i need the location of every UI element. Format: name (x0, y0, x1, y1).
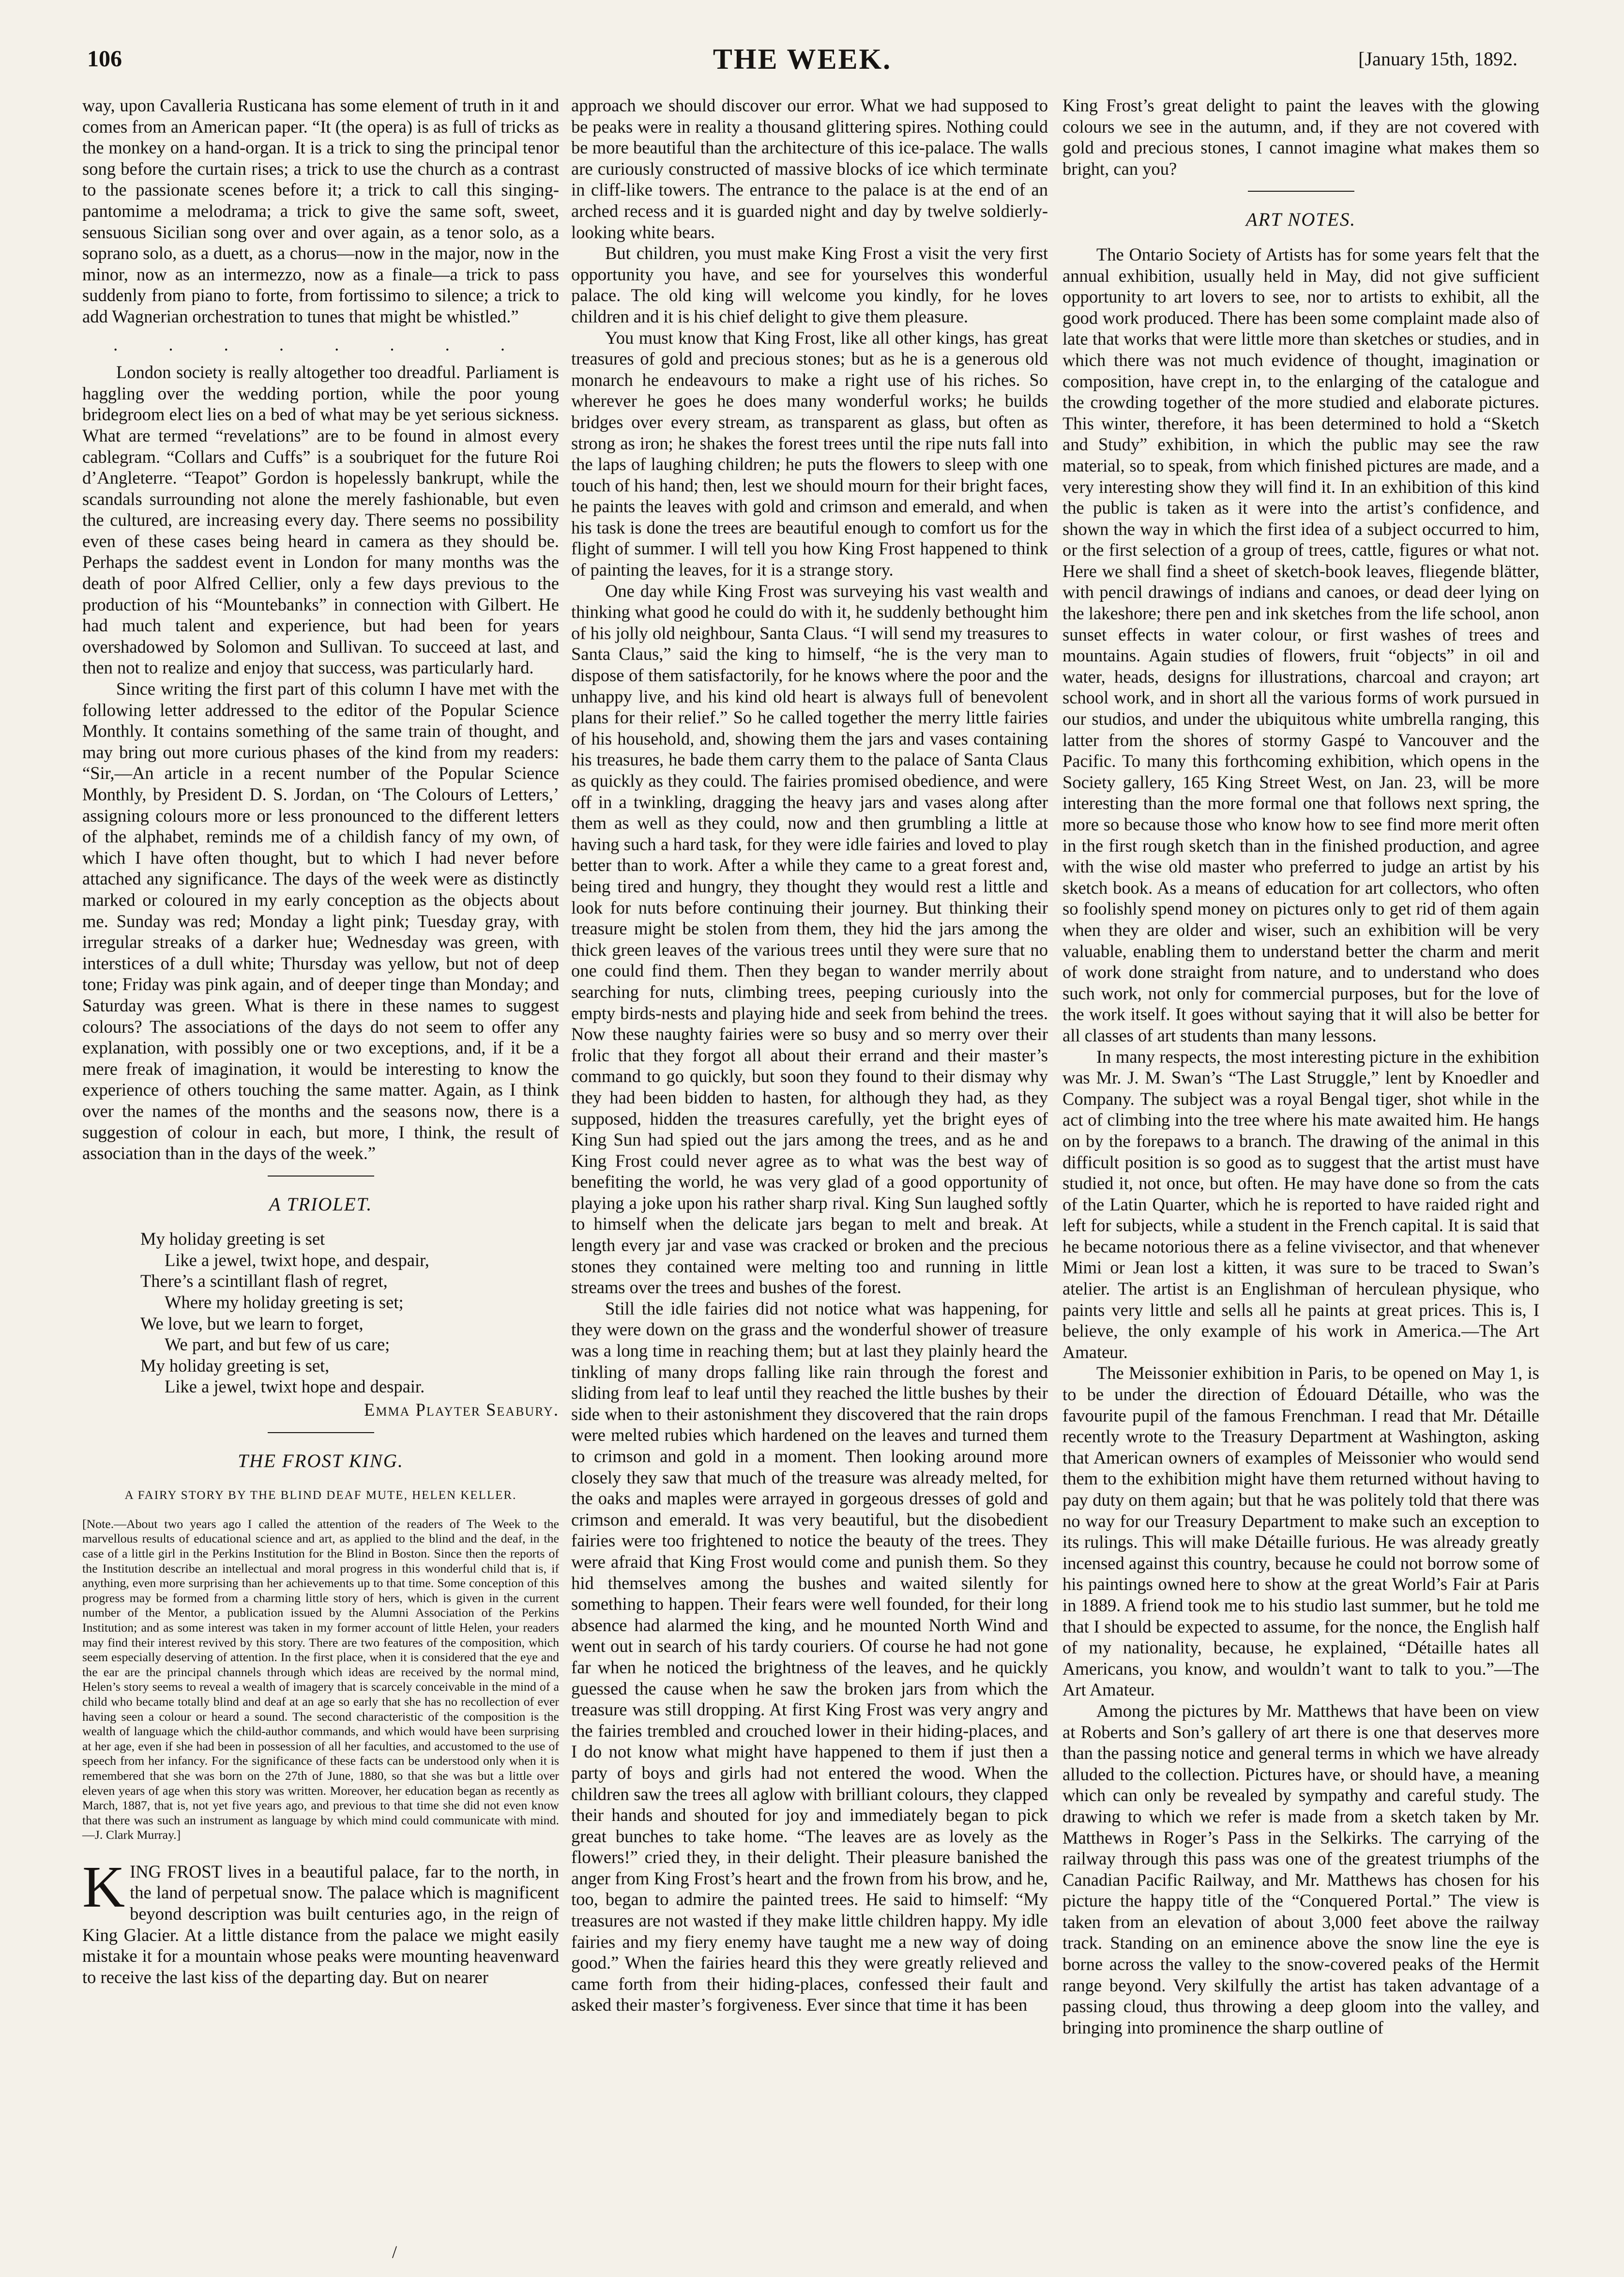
london-paragraph: London society is really altogether too dreadful. Parliament is haggling over the wedding portion, while the poor young bridegroom elect lies on a bed of what may be yet serious sickness. What are termed “revelations” are to be found in almost every cablegram. “Collars and Cuffs” is a soubriquet for the future Roi d’Angleterre. “Teapot” Gordon is hopelessly bankrupt, while the scandals surrounding not alone the merely fashionable, but even the cultured, are increasing every day. There seems no possibility even of these cases being heard in camera as they should be. Perhaps the saddest event in London for many months was the death of poor Alfred Cellier, only a few days previous to the production of his “Mountebanks” in connection with Gilbert. He had much talent and experience, but had been for years overshadowed by Solomon and Sullivan. To succeed at last, and then not to realize and enjoy that success, was particularly hard. (82, 362, 559, 678)
art-notes-title: ART NOTES. (1245, 209, 1356, 230)
art-paragraph: Among the pictures by Mr. Matthews that have been on view at Roberts and Son’s gallery of art there is one that deserves more than the passing notice and general terms in which we have already alluded to the collection. Pictures have, or should have, a meaning which can only be revealed by sympathy and careful study. The drawing to which we refer is made from a sketch taken by Mr. Matthews in Roger’s Pass in the Selkirks. The carrying of the railway through this pass was one of the greatest triumphs of the Canadian Pacific Railway, and Mr. Matthews has chosen for his picture the happy title of the “Conquered Portal.” The view is taken from an elevation of about 3,000 feet above the railway track. Standing on an eminence above the snow line the eye is borne across the valley to the snow-covered peaks of the Hermit range beyond. Very skilfully the artist has taken advantage of a passing cloud, thus throwing a deep gloom into the valley, and bringing into prominence the sharp outline of (1062, 1700, 1539, 2037)
divider (1248, 191, 1354, 192)
column-1 (82, 95, 559, 1987)
art-paragraph: The Meissonier exhibition in Paris, to be opened on May 1, is to be under the direction of Édouard Détaille, who was the favourite pupil of the famous Frenchman. I read that Mr. Détaille recently wrote to the Treasury Department at Washington, asking that American owners of examples of Meissonier who would send them to the exhibition might have them returned without having to pay duty on them again; but that he was politely told that there was no way for our Treasury Department to make such an exception to its rulings. This will make Détaille furious. He was already greatly incensed against this country, because he could not borrow some of his paintings owned here to show at the great World’s Fair at Paris in 1889. A friend took me to his studio last summer, but he told me that I should be expected to assume, for the nonce, the English half of my nationality, because, he explained, “Détaille hates all Americans, you know, and wouldn’t want to talk to you.”—The Art Amateur. (1062, 1363, 1539, 1700)
section-dots: . . . . . . . . (113, 334, 528, 354)
art-paragraph: The Ontario Society of Artists has for some years felt that the annual exhibition, usually held in May, did not give sufficient opportunity to art lovers to see, nor to artists to exhibit, all the good work produced. There has been some complaint made also of late that works that were little more than sketches or studies, and in which there was not much evidence of thought, imagination or composition, have crept in, to the enlarging of the catalogue and the crowding together of the more studied and elaborate pictures. This winter, therefore, it has been determined to hold a “Sketch and Study” exhibition, in which the public may see the raw material, so to speak, from which finished pictures are made, and a very interesting show they will find it. In an exhibition of this kind the public is taken as it were into the artist’s confidence, and shown the way in which the first idea of a subject occurred to him, or the first selection of a group of trees, cattle, figures or what not. Here we shall find a sheet of sketch-book leaves, fliegende blätter, with pencil drawings of indians and canoes, or dead deer lying on the lakeshore; there pen and ink sketches from the life school, anon sunset effects in water colour, or first washes of trees and mountains. Again studies of flowers, fruit “objects” in oil and water, heads, designs for illustrations, charcoal and crayon; art school work, and in short all the various forms of work pursued in our studios, and under the ubiquitous white umbrella ranging, this latter from the shores of stormy Gaspé to Vancouver and the Pacific. To many this forthcoming exhibition, which opens in the Society gallery, 165 King Street West, on Jan. 23, will be more interesting than the more formal one that follows next spring, the more so because those who know how to see find more merit often in the first rough sketch than in the finished production, and agree with the wise old master who preferred to judge an artist by his sketch book. As a means of education for art collectors, who often so foolishly spend money on pictures only to get rid of them again when they are older and wiser, such an exhibition will be very valuable, enabling them to understand better the charm and merit of work done straight from nature, and to understand who does such work, not only for commercial purposes, but for the love of the work itself. It goes without saying that it will also be better for all classes of art students than many lessons. (1062, 244, 1539, 1045)
poem-line: Like a jewel, twixt hope and despair. (165, 1376, 425, 1397)
issue-date: [January 15th, 1892. (1358, 48, 1518, 70)
triolet-title: A TRIOLET. (269, 1193, 373, 1215)
column-2 (571, 95, 1048, 2016)
story-paragraph: One day while King Frost was surveying his vast wealth and thinking what good he could do with it, he suddenly bethought him of his jolly old neighbour, Santa Claus. “I will send my treasures to Santa Claus,” said the king to himself, “he is the very man to dispose of them satisfactorily, for he knows where the poor and the unhappy live, and his kind old heart is always full of benevolent plans for their relief.” So he called together the merry little fairies of his household, and, showing them the jars and vases containing his treasures, he bade them carry them to the palace of Santa Claus as quickly as they could. The fairies promised obedience, and were off in a twinkling, dragging the heavy jars and vases along after them as well as they could, now and then grumbling a little at having such a hard task, for they were idle fairies and loved to play better than to work. After a while they came to a great forest and, being tired and hungry, they thought they would rest a little and look for nuts before continuing their journey. But thinking their treasure might be stolen from them, they hid the jars among the thick green leaves of the various trees until they were sure that no one could find them. Then they began to wander merrily about searching for nuts, climbing trees, peeping curiously into the empty birds-nests and playing hide and seek from behind the trees. Now these naughty fairies were so busy and so merry over their frolic that they forgot all about their errand and their master’s command to go quickly, but soon they found to their dismay why they had been bidden to hasten, for although they had, as they supposed, hidden the treasures carefully, yet the bright eyes of King Sun had spied out the jars among the trees, and as he and King Frost could never agree as to what was the best way of benefiting the world, he was very glad of a good opportunity of playing a joke upon his rather sharp rival. King Sun laughed softly to himself when the delicate jars began to melt and break. At length every jar and vase was cracked or broken and the precious stones they contained were melting too and running in little streams over the trees and bushes of the forest. (571, 581, 1048, 1298)
story-paragraph: But children, you must make King Frost a visit the very first opportunity you have, and see for yourselves this wonderful palace. The old king will welcome you kindly, for he loves children and it is his chief delight to give them pleasure. (571, 243, 1048, 326)
poem-line: We love, but we learn to forget, (140, 1313, 364, 1333)
art-paragraph: In many respects, the most interesting picture in the exhibition was Mr. J. M. Swan’s “The Last Struggle,” lent by Knoedler and Company. The subject was a royal Bengal tiger, shot while in the act of climbing into the tree where his mate awaited him. He hangs on by the forepaws to a branch. The drawing of the animal in this difficult position is so good as to suggest that the artist must have studied it, not once, but often. He may have done so from the cats of the Latin Quarter, which he is reported to have raided right and left for subjects, while a student in the French capital. It is said that he became notorious there as a feline vivisector, and that whenever Mimi or Jean lost a kitten, it was sure to be traced to Swan’s atelier. The artist is an Englishman of herculean physique, who paints very little and sells all he paints at great prices. This is, I believe, the only example of his work in America.—The Art Amateur. (1062, 1046, 1539, 1362)
story-opening-text: ING FROST lives in a beautiful palace, far to the north, in the land of perpetual snow. The palace which is magnificent beyond description was built centuries ago, in the reign of King Glacier. At a little distance from the palace we might easily mistake it for a mountain whose peaks were mounting heavenward to receive the last kiss of the departing day. But on nearer (82, 1861, 559, 1987)
poem-line: My holiday greeting is set, (140, 1355, 330, 1375)
colour-letter-paragraph: Since writing the first part of this column I have met with the following letter addressed to the editor of the Popular Science Monthly. It contains something of the same train of thought, and may bring out more curious phases of the kind from my readers: “Sir,—An article in a recent number of the Popular Science Monthly, by President D. S. Jordan, on ‘The Colours of Letters,’ assigning colours more or less pronounced to the different letters of the alphabet, reminds me of a childish fancy of my own, of which I have often thought, but to which I had never before attached any significance. The days of the week were as distinctly marked or coloured in my early conception as the objects about me. Sunday was red; Monday a light pink; Tuesday gray, with irregular streaks of a darker hue; Wednesday was green, with interstices of a dull white; Thursday was yellow, but not of deep tone; Friday was pink again, and of deeper tinge than Monday; and Saturday was green. What is there in these names to suggest colours? The associations of the days do not seem to offer any explanation, with possibly one or two exceptions, and, if it be a mere freak of imagination, it would be interesting to know the experience of others touching the same matter. Again, as I think over the names of the months and the seasons now, there is a suggestion of colour in each, but more, I think, the result of association than in the days of the week.” (82, 679, 559, 1163)
divider (268, 1432, 374, 1433)
poem-line: We part, and but few of us care; (165, 1334, 390, 1355)
page-number: 106 (87, 46, 122, 72)
masthead-title: THE WEEK. (713, 43, 892, 75)
poem-line: Like a jewel, twixt hope, and despair, (165, 1250, 429, 1270)
story-opening (82, 1854, 559, 1988)
opera-paragraph: way, upon Cavalleria Rusticana has some element of truth in it and comes from an American paper. “It (the opera) is as full of tricks as the monkey on a hand-organ. It is a trick to sing the principal tenor song before the curtain rises; a trick to use the church as a contrast to the passionate scenes before it; a trick to call this singing-pantomime a melodrama; a trick to give the same soft, sweet, sensuous Sicilian song over and over again, as a tenor solo, as a soprano solo, as a duett, as a chorus—now in the major, now in the minor, now as an intermezzo, now as a finale—a trick to pass suddenly from piano to forte, from fortissimo to silence; a trick to add Wagnerian orchestration to tunes that might be whistled.” (82, 95, 559, 326)
poem-line: Where my holiday greeting is set; (165, 1292, 404, 1313)
drop-cap: K (82, 1854, 125, 1920)
page-mark: / (392, 2242, 397, 2262)
frost-king-subtitle: A FAIRY STORY BY THE BLIND DEAF MUTE, HELEN KELLER. (124, 1489, 517, 1502)
story-paragraph: Still the idle fairies did not notice what was happening, for they were down on the grass and the wonderful shower of treasure was a long time in reaching them; but at last they plainly heard the tinkling of many drops falling like rain through the forest and sliding from leaf to leaf until they reached the little bushes by their side when to their astonishment they discovered that the rain drops were melted rubies which hardened on the leaves and turned them to crimson and gold in a moment. Then looking around more closely they saw that much of the treasure was already melted, for the oaks and maples were arrayed in gorgeous dresses of gold and crimson and emerald. It was very beautiful, but the disobedient fairies were too frightened to notice the beauty of the trees. They were afraid that King Frost would come and punish them. So they hid themselves among the bushes and waited silently for something to happen. Their fears were well founded, for their long absence had alarmed the king, and he mounted North Wind and went out in search of his tardy couriers. Of course he had not gone far when he noticed the brightness of the leaves, and he quickly guessed the cause when he saw the broken jars from which the treasure was still dropping. At first King Frost was very angry and the fairies trembled and crouched lower in their hiding-places, and I do not know what might have happened to them if just then a party of boys and girls had not entered the wood. When the children saw the trees all aglow with brilliant colours, they clapped their hands and shouted for joy and immediately began to pick great bunches to take home. “The leaves are as lovely as the flowers!” cried they, in their delight. Their pleasure banished the anger from King Frost’s heart and the frown from his brow, and he, too, began to admire the painted trees. He said to himself: “My treasures are not wasted if they make little children happy. My idle fairies and my fiery enemy have taught me a new way of doing good.” When the fairies heard this they were greatly relieved and came forth from their hiding-places, confessed their fault and asked their master’s forgiveness. Ever since that time it has been (571, 1298, 1048, 2015)
column-3 (1062, 95, 1539, 2038)
poem-line: My holiday greeting is set (140, 1229, 325, 1249)
frost-king-title: THE FROST KING. (238, 1450, 404, 1471)
page-header (87, 43, 1518, 79)
story-paragraph: approach we should discover our error. What we had supposed to be peaks were in reality a thousand glittering spires. Nothing could be more beautiful than the architecture of this ice-palace. The walls are curiously constructed of massive blocks of ice which terminate in cliff-like towers. The entrance to the palace is at the end of an arched recess and it is guarded night and day by twelve soldierly-looking white bears. (571, 95, 1048, 242)
poem-line: There’s a scintillant flash of regret, (140, 1271, 388, 1291)
story-paragraph: You must know that King Frost, like all other kings, has great treasures of gold and precious stones; but as he is a generous old monarch he endeavours to make a right use of his riches. So wherever he goes he does many wonderful works; he builds bridges over every stream, as transparent as glass, but often as strong as iron; he shakes the forest trees until the ripe nuts fall into the laps of laughing children; he puts the flowers to sleep with one touch of his hand; then, lest we should mourn for their bright faces, he paints the leaves with gold and crimson and emerald, and when his task is done the trees are beautiful enough to comfort us for the flight of summer. I will tell you how King Frost happened to think of painting the leaves, for it is a strange story. (571, 327, 1048, 580)
divider (268, 1176, 374, 1177)
story-ending: King Frost’s great delight to paint the leaves with the glowing colours we see in the autumn, and, if they are not covered with gold and precious stones, I cannot imagine what makes them so bright, can you? (1062, 95, 1539, 179)
triolet-author: Emma Playter Seabury. (364, 1400, 559, 1420)
editor-note: [Note.—About two years ago I called the attention of the readers of The Week to the marvellous results of educational science and art, as applied to the blind and the deaf, in the case of a little girl in the Perkins Institution for the Blind in Boston. Since then the reports of the Institution describe an intellectual and moral progress in this wonderful child that is, if anything, even more surprising than her achievements up to that time. Some conception of this progress may be formed from a charming little story of hers, which is given in the current number of the Mentor, a publication issued by the Alumni Association of the Perkins Institution; and as some interest was taken in my former account of little Helen, your readers may find their interest revived by this story. There are two features of the composition, which seem especially deserving of attention. In the first place, when it is considered that the eye and the ear are the principal channels through which ideas are received by the normal mind, Helen’s story seems to reveal a wealth of imagery that is scarcely conceivable in the mind of a child who became totally blind and deaf at an age so early that she has no recollection of ever having seen a colour or heard a sound. The second characteristic of the composition is the wealth of language which the child-author commands, and which would have been surprising at her age, even if she had been in possession of all her faculties, and accustomed to the use of speech from her infancy. For the significance of these facts can be understood only when it is remembered that she was born on the 27th of June, 1880, so that she was but a little over eleven years of age when this story was written. Moreover, her education began as recently as March, 1887, that is, not yet five years ago, and previous to that time she did not even know that there was such an instrument as language by which mind could communicate with mind.—J. Clark Murray.] (82, 1516, 559, 1842)
triolet-poem (140, 1228, 559, 1397)
